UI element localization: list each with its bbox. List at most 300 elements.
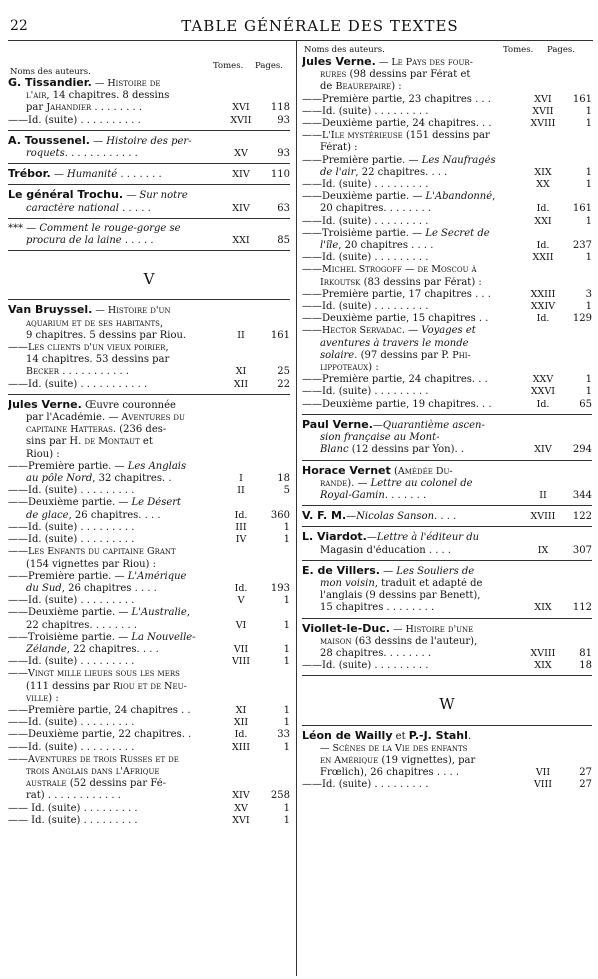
- tome-number: XVIII: [530, 647, 556, 659]
- page-title: TABLE GÉNÉRALE DES TEXTES: [181, 17, 459, 35]
- entry-segment: maison: [320, 635, 352, 647]
- tome-number: XIII: [231, 741, 251, 753]
- entry-line: [302, 277, 592, 289]
- entry-segment: par: [26, 102, 47, 114]
- entry-line: [8, 102, 290, 114]
- work-title: L'Abandonné: [425, 191, 493, 203]
- page-ref: 22: [277, 378, 290, 390]
- entry-text: [8, 571, 222, 583]
- entry-segment: Les Enfants du capitaine Grant: [28, 546, 176, 558]
- entry-line: [8, 379, 290, 391]
- entry-text: [302, 106, 524, 118]
- entry-text: [302, 374, 524, 386]
- left-col-head-tomes: Tomes.: [213, 61, 244, 71]
- index-entry: [302, 531, 592, 556]
- entry-text: [302, 386, 524, 398]
- work-title: Royal-Gamin: [320, 489, 385, 501]
- entry-segment: . . . . . . . .: [91, 102, 143, 114]
- entry-line: [302, 94, 592, 106]
- entry-text: [8, 705, 222, 717]
- entry-segment: (154 vignettes par Riou) :: [26, 558, 156, 570]
- entry-line: [302, 350, 592, 362]
- tome-number: Id.: [234, 729, 248, 741]
- entry-line: [8, 77, 290, 90]
- entry-segment: Hector Servadac: [322, 325, 402, 337]
- entry-segment: Les clients d'un vieux poirier: [28, 342, 166, 354]
- entry-separator: [302, 460, 592, 461]
- work-title: Lettre à l'éditeur du: [376, 532, 480, 544]
- entry-line: [302, 730, 592, 743]
- tome-number: VII: [535, 767, 551, 779]
- entry-segment: , 20 chapitres . . . .: [338, 240, 434, 252]
- work-title: Lettre au colonel de: [370, 477, 473, 489]
- entry-text: [26, 90, 222, 102]
- entry-line: [8, 742, 290, 754]
- entry-line: [8, 693, 290, 705]
- tome-number: II: [237, 329, 245, 341]
- page-ref: 161: [572, 93, 592, 105]
- work-title: l'île: [320, 240, 339, 252]
- entry-line: [8, 766, 290, 778]
- author-name: L. Viardot.: [302, 531, 367, 544]
- entry-segment: ——Deuxième partie, 24 chapitres. . .: [302, 118, 492, 130]
- page-ref: 93: [277, 114, 290, 126]
- entry-segment: . . . . .: [118, 202, 151, 214]
- tome-number: XIX: [534, 166, 552, 178]
- right-col-head-tomes: Tomes.: [503, 45, 534, 55]
- entry-text: [8, 522, 222, 534]
- entry-line: [302, 142, 592, 154]
- page-ref: 1: [585, 386, 592, 398]
- entry-line: [8, 790, 290, 802]
- entry-text: [302, 264, 524, 276]
- entry-line: [8, 522, 290, 534]
- entry-segment: ——Id. (suite) . . . . . . . . .: [302, 105, 429, 117]
- tome-number: XVI: [232, 814, 250, 826]
- entry-text: [26, 203, 222, 215]
- page-ref: 193: [270, 582, 290, 594]
- entry-segment: (151 dessins par: [402, 130, 490, 142]
- entry-segment: Phi-: [452, 349, 471, 361]
- entry-text: [320, 636, 524, 648]
- page-ref: 25: [277, 366, 290, 378]
- page-ref: 161: [270, 329, 290, 341]
- author-name: A. Toussenel.: [8, 134, 90, 147]
- entry-text: [302, 660, 524, 672]
- entry-text: [8, 115, 222, 127]
- entry-separator: [8, 218, 290, 219]
- entry-text: [8, 189, 222, 202]
- entry-text: [8, 497, 222, 509]
- entry-line: [8, 546, 290, 558]
- tome-number: XII: [233, 717, 249, 729]
- entry-text: [302, 510, 524, 523]
- right-column: [302, 56, 592, 792]
- entry-line: [8, 705, 290, 717]
- page-header: [0, 18, 598, 36]
- index-entry: [302, 730, 592, 792]
- author-name: Le général Trochu.: [8, 189, 124, 202]
- entry-line: [8, 203, 290, 215]
- index-entry: [8, 135, 290, 160]
- tome-number: XVIII: [530, 118, 556, 130]
- tome-number: IX: [537, 544, 549, 556]
- entry-segment: , 22 chapitres. . . .: [66, 643, 159, 655]
- entry-segment: et: [392, 730, 409, 742]
- page-ref: 18: [579, 660, 592, 672]
- entry-segment: Riou) :: [26, 448, 60, 460]
- entry-text: [26, 790, 222, 802]
- tome-number: Id.: [536, 240, 550, 252]
- entry-segment: ——Id. (suite) . . . . . . . . .: [302, 660, 429, 672]
- entry-segment: 14 chapitres. 53 dessins par: [26, 354, 170, 366]
- entry-line: [8, 135, 290, 148]
- entry-text: [302, 130, 524, 142]
- tome-number: XIV: [232, 790, 250, 802]
- entry-line: [302, 636, 592, 648]
- entry-line: [302, 432, 592, 444]
- right-col-head-pages: Pages.: [547, 45, 575, 55]
- entry-segment: ——Troisième partie. —: [8, 631, 132, 643]
- entry-text: [302, 419, 524, 432]
- entry-separator: [302, 505, 592, 506]
- entry-segment: australe: [26, 778, 67, 790]
- entry-text: [26, 366, 222, 378]
- entry-line: [302, 118, 592, 130]
- entry-line: [302, 374, 592, 386]
- entry-segment: de: [320, 81, 336, 93]
- entry-segment: rures: [320, 69, 347, 81]
- entry-text: [8, 379, 222, 391]
- entry-segment: lippoteaux: [320, 362, 369, 374]
- author-name: V. F. M.: [302, 510, 347, 523]
- entry-line: [302, 264, 592, 276]
- entry-segment: aquarium et de ses habitants: [26, 317, 160, 329]
- tome-number: VIII: [533, 779, 553, 791]
- entry-line: [302, 767, 592, 779]
- entry-text: [320, 767, 524, 779]
- entry-text: [26, 318, 222, 330]
- entry-segment: ——Première partie. —: [8, 570, 128, 582]
- entry-text: [8, 461, 222, 473]
- entry-line: [8, 330, 290, 342]
- entry-text: [26, 330, 222, 342]
- entry-text: [320, 478, 524, 490]
- entry-segment: Becker: [26, 366, 60, 378]
- entry-text: [8, 595, 222, 607]
- entry-line: [302, 167, 592, 179]
- work-title: du Sud: [26, 582, 62, 594]
- entry-text: [8, 632, 222, 644]
- entry-segment: ——Id. (suite) . . . . . . . . .: [8, 656, 135, 668]
- work-title: Comment le rouge-gorge se: [39, 222, 181, 234]
- entry-segment: ——: [8, 342, 28, 354]
- entry-text: [302, 301, 524, 313]
- entry-segment: — Histoire d'un: [92, 305, 171, 317]
- entry-segment: ——Id. (suite) . . . . . . . . . .: [8, 114, 141, 126]
- entry-segment: 28 chapitres. . . . . . . .: [320, 647, 432, 659]
- entry-line: [8, 534, 290, 546]
- entry-line: [302, 531, 592, 544]
- entry-text: [8, 342, 222, 354]
- work-title: de l'air: [320, 166, 356, 178]
- work-title: — Humanité: [50, 169, 118, 181]
- page-ref: 294: [572, 444, 592, 456]
- entry-line: [8, 583, 290, 595]
- index-entry: [8, 77, 290, 127]
- entry-segment: (: [390, 465, 398, 477]
- entry-segment: (19 vignettes), par: [378, 754, 476, 766]
- entry-segment: Jahandier: [46, 102, 92, 114]
- entry-segment: — Le Pays des four-: [375, 57, 473, 68]
- entry-segment: ) :: [48, 692, 59, 704]
- work-title: caractère national: [26, 202, 119, 214]
- entry-segment: ——Id. (suite) . . . . . . . . .: [8, 741, 135, 753]
- left-col-head-pages: Pages.: [255, 61, 283, 71]
- entry-text: [8, 729, 222, 741]
- entry-segment: ,: [159, 317, 164, 329]
- entry-segment: ——: [8, 753, 28, 765]
- entry-text: [26, 510, 222, 522]
- page-ref: 1: [283, 595, 290, 607]
- entry-line: [302, 779, 592, 791]
- entry-text: [8, 485, 222, 497]
- entry-text: [26, 102, 222, 114]
- entry-text: [302, 565, 524, 578]
- entry-segment: rande: [320, 477, 348, 489]
- entry-line: [302, 216, 592, 228]
- tome-number: II: [237, 485, 245, 497]
- page-ref: 129: [572, 313, 592, 325]
- entry-segment: — Scènes de la Vie des enfants: [320, 742, 468, 754]
- entry-text: [302, 216, 524, 228]
- entry-text: [302, 623, 524, 636]
- tome-number: XXI: [232, 235, 250, 247]
- work-title: — Sur notre: [123, 190, 188, 202]
- page-ref: 1: [585, 301, 592, 313]
- entry-segment: . . . . . . .: [384, 489, 427, 501]
- entry-line: [302, 155, 592, 167]
- entry-line: [302, 252, 592, 264]
- entry-segment: sins par H.: [26, 436, 85, 448]
- entry-text: [320, 240, 524, 252]
- tome-number: XXI: [534, 215, 552, 227]
- entry-separator: [8, 184, 290, 185]
- entry-line: [302, 755, 592, 767]
- work-title: roquets: [26, 148, 65, 160]
- work-title: de glace: [26, 509, 69, 521]
- entry-text: [8, 742, 222, 754]
- index-entry: [302, 565, 592, 615]
- author-name: Paul Verne.: [302, 418, 373, 431]
- entry-line: [8, 90, 290, 102]
- entry-text: [302, 56, 524, 69]
- page-ref: 112: [572, 602, 592, 614]
- entry-segment: Beaurepaire: [335, 81, 392, 93]
- entry-line: [8, 412, 290, 424]
- page-ref: 1: [283, 656, 290, 668]
- work-title: — Histoire des per-: [89, 135, 192, 147]
- work-title: L'Amérique: [127, 570, 187, 582]
- entry-segment: capitaine Hatteras: [26, 424, 113, 436]
- author-name: Léon de Wailly: [302, 729, 393, 742]
- entry-text: [302, 228, 524, 240]
- tome-number: XVII: [532, 105, 554, 117]
- entry-text: [320, 432, 524, 444]
- entry-line: [8, 803, 290, 815]
- tome-number: Id.: [234, 509, 248, 521]
- entry-segment: (98 dessins par Férat et: [346, 69, 471, 81]
- entry-line: [8, 559, 290, 571]
- tome-number: XV: [234, 148, 248, 160]
- tome-number: XXII: [532, 252, 554, 264]
- page-ref: 1: [283, 814, 290, 826]
- entry-text: [320, 755, 524, 767]
- work-title: solaire: [320, 349, 355, 361]
- entry-line: [8, 729, 290, 741]
- entry-line: [302, 490, 592, 502]
- entry-segment: l'air: [26, 90, 47, 102]
- entry-separator: [8, 299, 290, 300]
- entry-segment: . . . . . . . . . . .: [59, 366, 129, 378]
- entry-segment: —— Id. (suite) . . . . . . . . .: [8, 814, 138, 826]
- entry-text: [320, 743, 524, 755]
- page-ref: 237: [572, 240, 592, 252]
- tome-number: XXIII: [530, 288, 556, 300]
- entry-text: [26, 620, 222, 632]
- work-title: —Quarantième ascen-: [372, 419, 485, 431]
- entry-line: [302, 602, 592, 614]
- entry-segment: . . . . .: [121, 235, 154, 247]
- entry-segment: L'Île mystérieuse: [322, 130, 403, 142]
- entry-segment: rat) . . . . . . . . . . . .: [26, 790, 121, 802]
- entry-line: [302, 478, 592, 490]
- entry-text: [320, 590, 524, 602]
- index-entry: [8, 304, 290, 390]
- entry-segment: —: [379, 565, 397, 577]
- entry-segment: ——Id. (suite) . . . . . . . . .: [8, 521, 135, 533]
- entry-line: [8, 485, 290, 497]
- page-number: 22: [10, 18, 28, 34]
- entry-text: [320, 277, 524, 289]
- entry-segment: (83 dessins par Férat) :: [360, 276, 482, 288]
- left-col-head-authors: Noms des auteurs.: [10, 67, 91, 77]
- entry-segment: , 14 chapitres. 8 dessins: [46, 90, 170, 102]
- entry-line: [302, 565, 592, 578]
- entry-line: [8, 424, 290, 436]
- entry-line: [8, 717, 290, 729]
- entry-segment: , 26 chapitres . . . .: [61, 582, 157, 594]
- entry-segment: Frœlich), 26 chapitres . . . .: [320, 767, 460, 779]
- entry-segment: et: [139, 436, 153, 448]
- entry-segment: Magasin d'éducation . . . .: [320, 544, 452, 556]
- work-title: Les Souliers de: [396, 565, 475, 577]
- entry-text: [8, 656, 222, 668]
- work-title: mon voisin: [320, 577, 375, 589]
- tome-number: VI: [235, 619, 247, 631]
- entry-line: [302, 590, 592, 602]
- entry-text: [26, 778, 222, 790]
- entry-text: [302, 531, 524, 544]
- entry-line: [302, 56, 592, 69]
- entry-line: [302, 240, 592, 252]
- page-ref: 1: [585, 105, 592, 117]
- entry-segment: , 32 chapitres. .: [92, 473, 172, 485]
- author-name: Jules Verne.: [302, 56, 376, 68]
- page-ref: 118: [270, 102, 290, 114]
- tome-number: XVI: [534, 93, 552, 105]
- entry-line: [302, 81, 592, 93]
- entry-text: [26, 436, 222, 448]
- entry-text: [302, 730, 524, 743]
- entry-text: [26, 412, 222, 424]
- entry-text: [302, 325, 524, 337]
- header-rule: [8, 40, 593, 41]
- work-title: Zélande: [26, 643, 67, 655]
- entry-text: [302, 94, 524, 106]
- page-ref: 1: [585, 118, 592, 130]
- entry-segment: ——Id. (suite) . . . . . . . . .: [302, 252, 429, 264]
- entry-line: [302, 444, 592, 456]
- entry-line: [8, 473, 290, 485]
- section-letter: W: [439, 695, 455, 714]
- entry-segment: par l'Académie. —: [26, 412, 122, 424]
- entry-segment: , 22 chapitres. . . .: [355, 166, 448, 178]
- entry-line: [8, 148, 290, 160]
- page-ref: 1: [283, 521, 290, 533]
- entry-line: [302, 289, 592, 301]
- entry-segment: *** —: [8, 222, 40, 234]
- entry-segment: ). —: [347, 477, 371, 489]
- page-ref: 1: [585, 252, 592, 264]
- entry-line: [8, 342, 290, 354]
- entry-line: [302, 648, 592, 660]
- entry-segment: ——Id. (suite) . . . . . . . . .: [302, 779, 429, 791]
- entry-line: [8, 571, 290, 583]
- entry-line: [8, 318, 290, 330]
- entry-line: [302, 465, 592, 478]
- author-name: P.-J. Stahl: [408, 729, 468, 742]
- entry-separator: [302, 560, 592, 561]
- page-ref: 1: [283, 534, 290, 546]
- entry-separator: [8, 130, 290, 131]
- entry-text: [8, 399, 222, 412]
- entry-line: [8, 304, 290, 317]
- entry-segment: ——Deuxième partie. —: [8, 497, 132, 509]
- entry-text: [320, 545, 524, 557]
- author-name: E. de Villers.: [302, 564, 380, 577]
- entry-separator: [302, 526, 592, 527]
- tome-number: VII: [233, 643, 249, 655]
- tome-number: XV: [234, 802, 248, 814]
- entry-text: [8, 168, 222, 181]
- entry-text: [302, 155, 524, 167]
- entry-text: [302, 313, 524, 325]
- entry-text: [8, 607, 222, 619]
- entry-line: [302, 419, 592, 432]
- entry-text: [26, 354, 222, 366]
- entry-segment: ——Id. (suite) . . . . . . . . .: [302, 215, 429, 227]
- entry-segment: trois Anglais dans l'Afrique: [26, 765, 160, 777]
- entry-line: [8, 235, 290, 247]
- page-ref: 1: [283, 704, 290, 716]
- entry-line: [302, 325, 592, 337]
- entry-line: [302, 228, 592, 240]
- entry-segment: , 26 chapitres. . . .: [68, 509, 161, 521]
- entry-segment: .: [467, 730, 472, 742]
- index-entry: [302, 465, 592, 503]
- entry-line: [8, 754, 290, 766]
